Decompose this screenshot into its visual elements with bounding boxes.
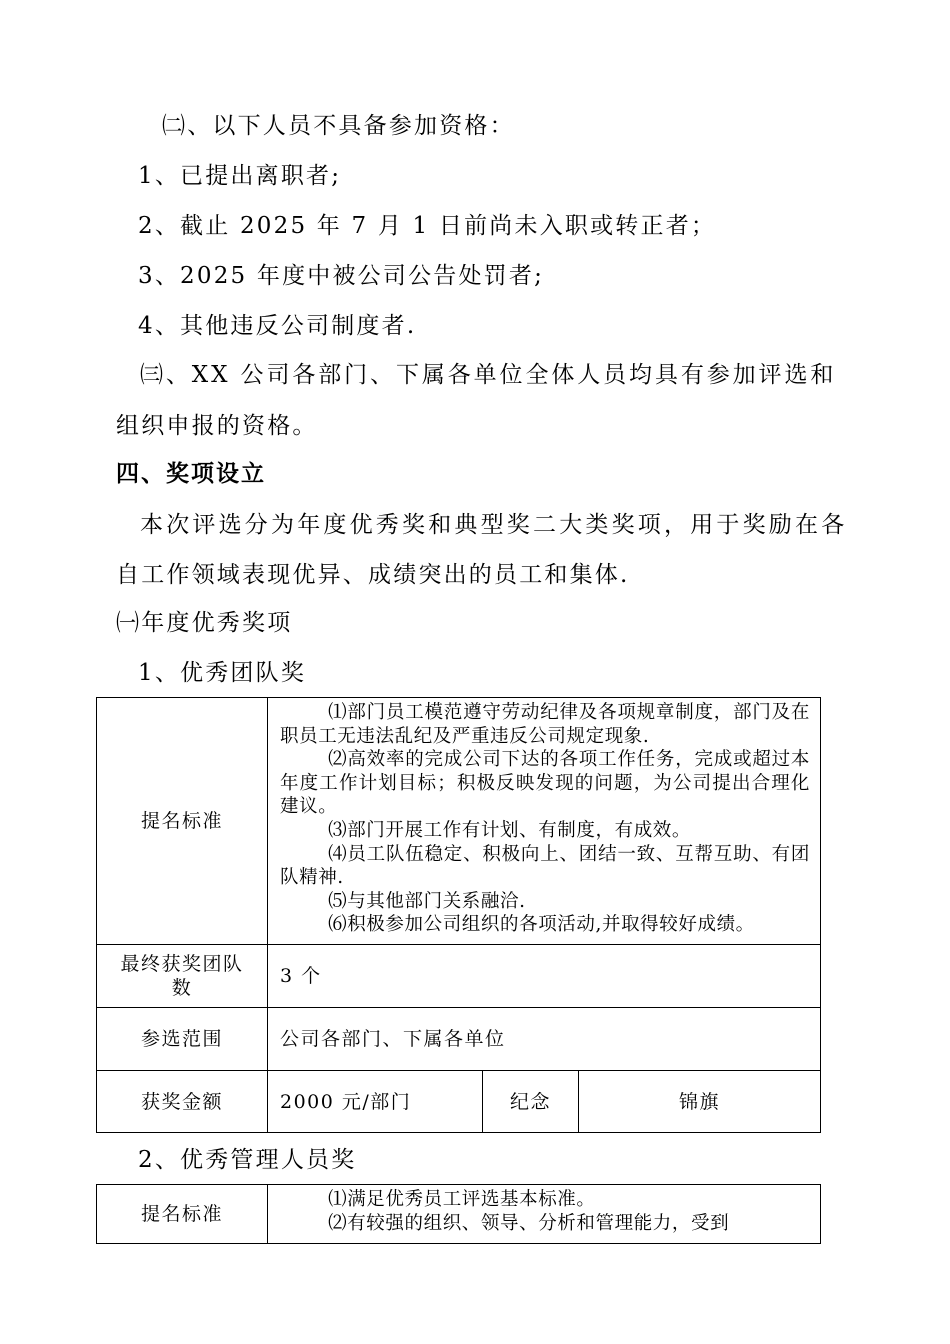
criteria-label: 提名标准 <box>97 1185 268 1244</box>
section-three-line1: ㈢、XX 公司各部门、下属各单位全体人员均具有参加评选和 <box>140 362 837 388</box>
scope-label: 参选范围 <box>97 1008 268 1071</box>
award1-table <box>96 697 821 1133</box>
intro-line2: 自工作领域表现优异、成绩突出的员工和集体. <box>116 562 630 588</box>
amount-value: 2000 元/部门 <box>268 1071 483 1133</box>
intro-line1: 本次评选分为年度优秀奖和典型奖二大类奖项，用于奖励在各 <box>140 512 848 538</box>
scope-value: 公司各部门、下属各单位 <box>268 1008 821 1071</box>
subsection-title: ㈠年度优秀奖项 <box>116 610 293 636</box>
criteria-item: ⑶部门开展工作有计划、有制度，有成效。 <box>328 819 691 841</box>
criteria-item: ⑴满足优秀员工评选基本标准。 <box>328 1189 596 1210</box>
list-item: 3、2025 年度中被公司公告处罚者; <box>138 263 545 289</box>
section-three-line2: 组织申报的资格。 <box>116 413 318 439</box>
list-item: 2、截止 2025 年 7 月 1 日前尚未入职或转正者； <box>138 213 717 239</box>
criteria-label: 提名标准 <box>97 698 268 945</box>
section-four-heading: 四、奖项设立 <box>116 461 266 487</box>
criteria-item: ⑴部门员工模范遵守劳动纪律及各项规章制度，部门及在职员工无违法乱纪及严重违反公司规定现象. <box>280 702 811 747</box>
criteria-item: ⑵有较强的组织、领导、分析和管理能力，受到 <box>328 1212 730 1234</box>
criteria-item: ⑷员工队伍稳定、积极向上、团结一致、互帮互助、有团队精神. <box>280 843 811 889</box>
criteria-item: ⑸与其他部门关系融洽. <box>328 890 526 912</box>
count-label: 最终获奖团队数 <box>97 945 268 1008</box>
criteria-cell <box>268 698 821 945</box>
criteria-item: ⑵高效率的完成公司下达的各项工作任务，完成或超过本年度工作计划目标；积极反映发现的问题，为公司提出合理化建议。 <box>280 749 811 818</box>
award1-title: 1、优秀团队奖 <box>138 660 307 686</box>
award2-table <box>96 1184 821 1244</box>
award2-title: 2、优秀管理人员奖 <box>138 1147 357 1173</box>
section-two-title: ㈡、以下人员不具备参加资格： <box>162 113 515 139</box>
list-item: 1、已提出离职者; <box>138 163 342 189</box>
count-value: 3 个 <box>268 945 821 1008</box>
criteria-item: ⑹积极参加公司组织的各项活动,并取得较好成绩。 <box>328 914 755 936</box>
amount-label: 获奖金额 <box>97 1071 268 1133</box>
souvenir-label: 纪念 <box>483 1071 579 1133</box>
souvenir-value: 锦旗 <box>579 1071 821 1133</box>
list-item: 4、其他违反公司制度者. <box>138 313 417 339</box>
criteria-cell <box>268 1185 821 1244</box>
